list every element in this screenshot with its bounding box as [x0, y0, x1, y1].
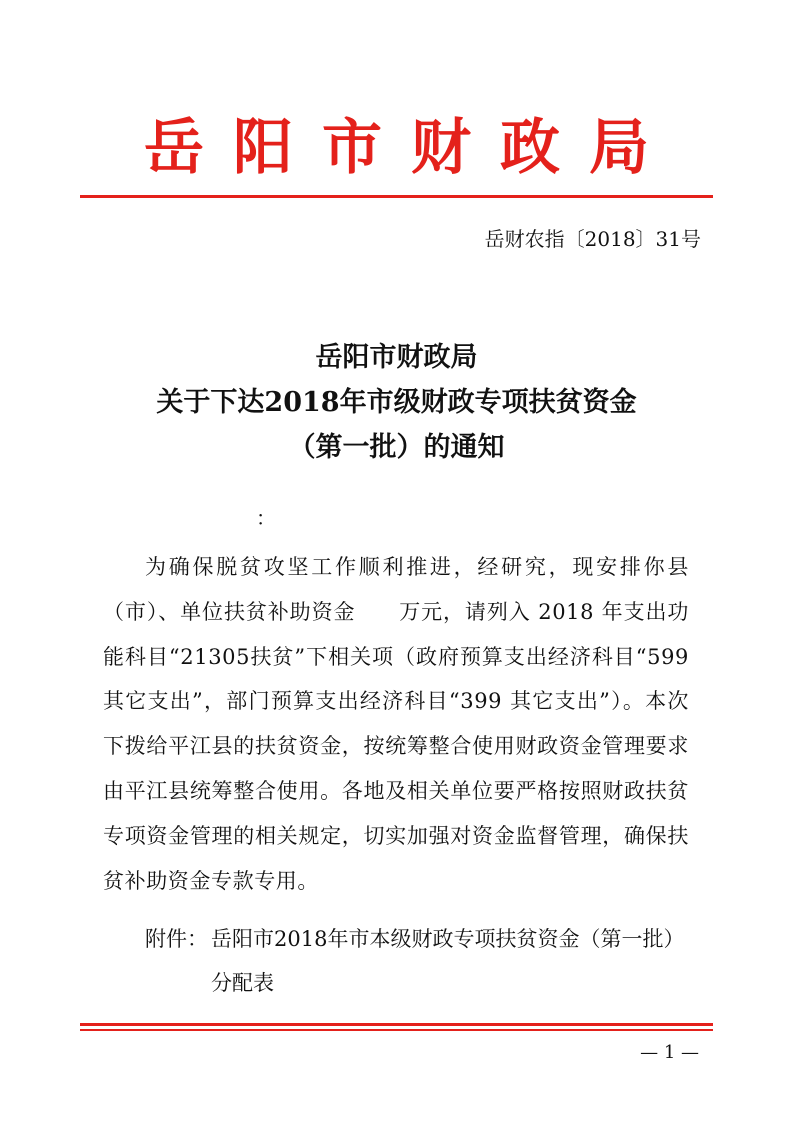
footer-red-rule-top — [80, 1023, 713, 1026]
document-title — [80, 335, 713, 470]
attachment-label: 附件： — [145, 927, 208, 951]
title-line-2: 关于下达2018年市级财政专项扶贫资金 — [156, 387, 637, 418]
document-number: 岳财农指〔2018〕31号 — [484, 227, 701, 251]
recipient-line: ： — [256, 506, 276, 530]
title-line-3: （第一批）的通知 — [288, 432, 505, 463]
attachment-line — [145, 917, 684, 961]
body-paragraph: 为确保脱贫攻坚工作顺利推进，经研究，现安排你县（市）、单位扶贫补助资金 万元，请列入 2018 年支出功能科目“21305扶贫”下相关项（政府预算支出经济科目“599 其它支出”，部门预算支出经济科目“399 其它支出”）。本次下拨给平江县的扶贫资金，按统筹整合使用财政资金管理要求由平江县统筹整合使用。各地及相关单位要严格按照财政扶贫专项资金管理的相关规定，切实加强对资金监督管理，确保扶贫补助资金专款专用。 — [103, 555, 689, 893]
footer-red-rule-bottom — [80, 1029, 713, 1031]
page-number: — 1 — — [640, 1042, 699, 1063]
title-line-1: 岳阳市财政局 — [315, 342, 478, 373]
masthead-red-rule — [80, 195, 713, 198]
masthead-title: 岳阳市财政局 — [144, 113, 678, 183]
attachment-text-continued: 分配表 — [211, 971, 274, 995]
attachment-text: 岳阳市2018年市本级财政专项扶贫资金（第一批） — [211, 927, 685, 951]
